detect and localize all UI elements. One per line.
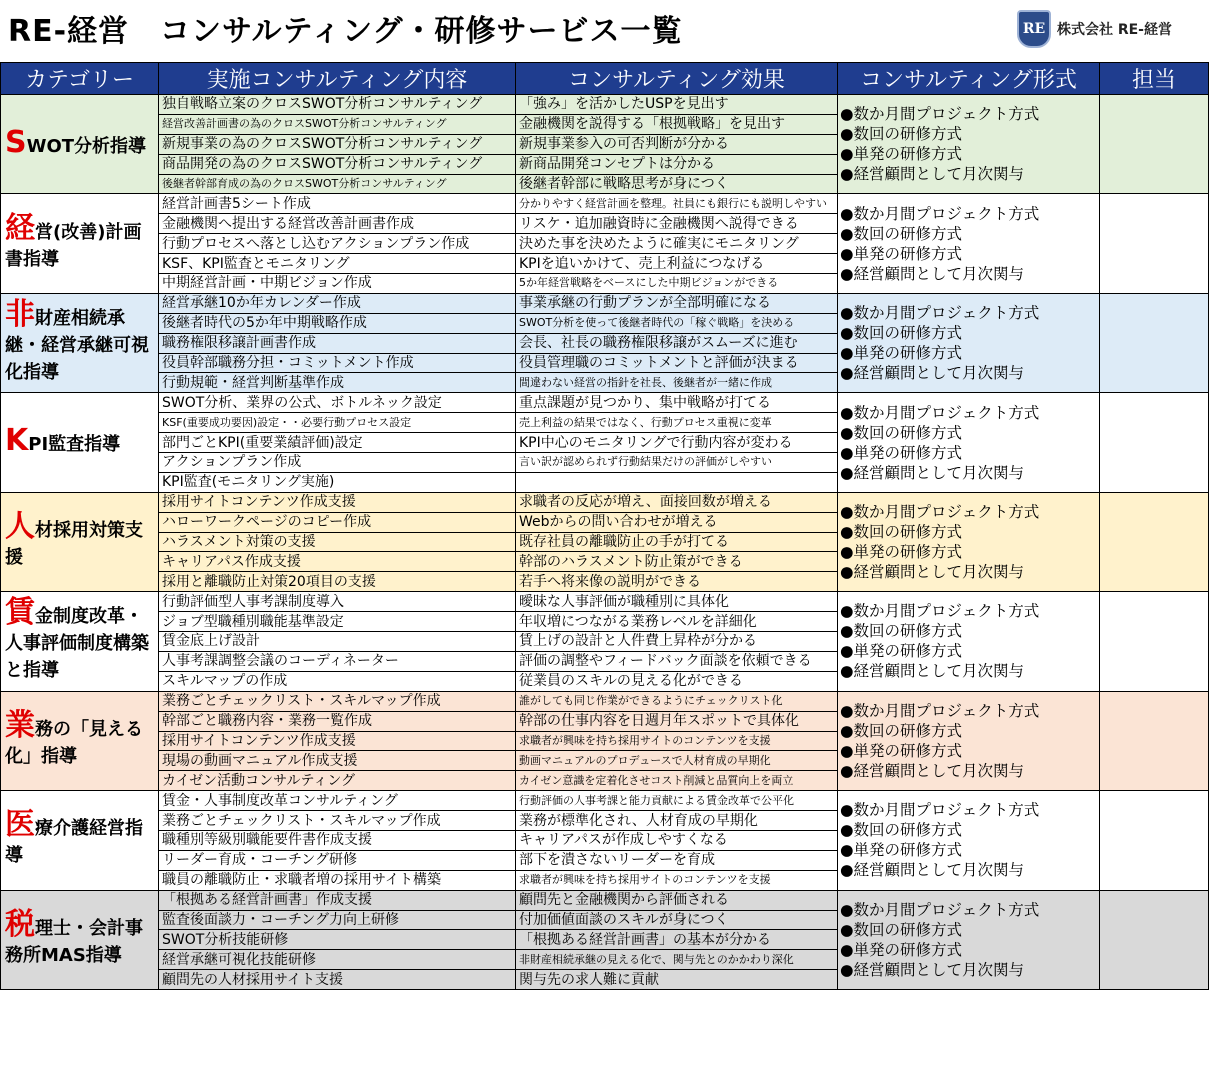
staff-cell[interactable] — [1100, 890, 1209, 989]
content-cell: SWOT分析技能研修 — [159, 930, 516, 950]
table-row — [1, 791, 1209, 811]
effect-cell: SWOT分析を使って後継者時代の「稼ぐ戦略」を決める — [516, 313, 838, 333]
format-cell — [838, 691, 1100, 790]
effect-cell: 「強み」を活かしたUSPを見出す — [516, 95, 838, 115]
effect-cell: 付加価値面談のスキルが身につく — [516, 910, 838, 930]
effect-cell: 年収増につながる業務レベルを詳細化 — [516, 612, 838, 632]
staff-cell[interactable] — [1100, 194, 1209, 293]
table-row — [1, 492, 1209, 512]
column-header-format: コンサルティング形式 — [838, 63, 1100, 95]
category-initial: 賃 — [5, 594, 35, 630]
column-header-effect: コンサルティング効果 — [516, 63, 838, 95]
format-line: ●単発の研修方式 — [840, 543, 963, 562]
table-body — [1, 95, 1209, 990]
category-label: 務の「見える化」指導 — [5, 718, 143, 767]
content-cell: 賃金底上げ設計 — [159, 632, 516, 652]
content-cell: 業務ごとチェックリスト・スキルマップ作成 — [159, 691, 516, 711]
table-row — [1, 194, 1209, 214]
content-cell: 採用と離職防止対策20項目の支援 — [159, 572, 516, 592]
format-line: ●経営顧問として月次関与 — [840, 165, 1025, 184]
effect-cell: 関与先の求人難に貢献 — [516, 970, 838, 990]
format-line: ●数か月間プロジェクト方式 — [840, 105, 1040, 124]
category-cell — [1, 393, 159, 492]
effect-cell: KPIを追いかけて、売上利益につなげる — [516, 254, 838, 274]
effect-cell: 業務が標準化され、人材育成の早期化 — [516, 811, 838, 831]
effect-cell: キャリアパスが作成しやすくなる — [516, 830, 838, 850]
effect-cell: Webからの問い合わせが増える — [516, 512, 838, 532]
effect-cell: 部下を潰さないリーダーを育成 — [516, 850, 838, 870]
format-line: ●数か月間プロジェクト方式 — [840, 701, 1040, 720]
content-cell: 経営改善計画書の為のクロスSWOT分析コンサルティング — [159, 114, 516, 134]
content-cell: 経営承継可視化技能研修 — [159, 950, 516, 970]
format-line: ●単発の研修方式 — [840, 741, 963, 760]
format-line: ●単発の研修方式 — [840, 443, 963, 462]
format-line: ●数回の研修方式 — [840, 324, 963, 343]
format-cell — [838, 293, 1100, 392]
content-cell: 行動プロセスへ落とし込むアクションプラン作成 — [159, 234, 516, 254]
effect-cell: 動画マニュアルのプロデュースで人材育成の早期化 — [516, 751, 838, 771]
content-cell: KSF、KPI監査とモニタリング — [159, 254, 516, 274]
category-label: 財産相続承継・経営承継可視化指導 — [5, 307, 149, 383]
effect-cell: カイゼン意識を定着化させコスト削減と品質向上を両立 — [516, 771, 838, 791]
category-label: 金制度改革・人事評価制度構築と指導 — [5, 605, 149, 681]
content-cell: 採用サイトコンテンツ作成支援 — [159, 492, 516, 512]
content-cell: 業務ごとチェックリスト・スキルマップ作成 — [159, 811, 516, 831]
format-line: ●単発の研修方式 — [840, 145, 963, 164]
effect-cell: 求職者が興味を持ち採用サイトのコンテンツを支援 — [516, 731, 838, 751]
content-cell: 商品開発の為のクロスSWOT分析コンサルティング — [159, 154, 516, 174]
content-cell: 部門ごとKPI(重要業績評価)設定 — [159, 433, 516, 453]
staff-cell[interactable] — [1100, 393, 1209, 492]
format-line: ●単発の研修方式 — [840, 344, 963, 363]
content-cell: 経営計画書5シート作成 — [159, 194, 516, 214]
company-logo — [1017, 10, 1172, 48]
format-cell — [838, 791, 1100, 890]
effect-cell: KPI中心のモニタリングで行動内容が変わる — [516, 433, 838, 453]
effect-cell: 賃上げの設計と人件費上昇枠が分かる — [516, 632, 838, 652]
format-line: ●数か月間プロジェクト方式 — [840, 304, 1040, 323]
format-line: ●経営顧問として月次関与 — [840, 264, 1025, 283]
format-line: ●単発の研修方式 — [840, 940, 963, 959]
content-cell: 役員幹部職務分担・コミットメント作成 — [159, 353, 516, 373]
effect-cell: 幹部のハラスメント防止策ができる — [516, 552, 838, 572]
effect-cell: 金融機関を説得する「根拠戦略」を見出す — [516, 114, 838, 134]
staff-cell[interactable] — [1100, 592, 1209, 691]
format-line: ●数回の研修方式 — [840, 523, 963, 542]
effect-cell: 分かりやすく経営計画を整理。社員にも銀行にも説明しやすい — [516, 194, 838, 214]
effect-cell: 若手へ将来像の説明ができる — [516, 572, 838, 592]
column-header-content: 実施コンサルティング内容 — [159, 63, 516, 95]
content-cell: 金融機関へ提出する経営改善計画書作成 — [159, 214, 516, 234]
effect-cell: 後継者幹部に戦略思考が身につく — [516, 174, 838, 194]
staff-cell[interactable] — [1100, 293, 1209, 392]
effect-cell: 従業員のスキルの見える化ができる — [516, 671, 838, 691]
content-cell: 中期経営計画・中期ビジョン作成 — [159, 274, 516, 294]
category-initial: 医 — [5, 807, 35, 843]
effect-cell: 言い訳が認められず行動結果だけの評価がしやすい — [516, 453, 838, 473]
effect-cell: 決めた事を決めたように確実にモニタリング — [516, 234, 838, 254]
category-cell — [1, 95, 159, 194]
effect-cell: 求職者が興味を持ち採用サイトのコンテンツを支援 — [516, 870, 838, 890]
content-cell: 行動規範・経営判断基準作成 — [159, 373, 516, 393]
category-initial: 非 — [5, 296, 35, 332]
category-initial: 人 — [5, 509, 35, 545]
format-line: ●経営顧問として月次関与 — [840, 960, 1025, 979]
format-line: ●数回の研修方式 — [840, 622, 963, 641]
effect-cell: 間違わない経営の指針を社長、後継者が一緒に作成 — [516, 373, 838, 393]
effect-cell: 誰がしても同じ作業ができるようにチェックリスト化 — [516, 691, 838, 711]
content-cell: KPI監査(モニタリング実施) — [159, 472, 516, 492]
category-cell — [1, 293, 159, 392]
format-line: ●経営顧問として月次関与 — [840, 563, 1025, 582]
company-name: 株式会社 RE-経営 — [1056, 22, 1172, 38]
content-cell: ハローワークページのコピー作成 — [159, 512, 516, 532]
format-line: ●数か月間プロジェクト方式 — [840, 801, 1040, 820]
content-cell: スキルマップの作成 — [159, 671, 516, 691]
table-row — [1, 592, 1209, 612]
format-line: ●数回の研修方式 — [840, 920, 963, 939]
effect-cell: 求職者の反応が増え、面接回数が増える — [516, 492, 838, 512]
page-title: RE-経営 コンサルティング・研修サービス一覧 — [8, 14, 683, 49]
category-initial: 税 — [5, 906, 35, 942]
column-header-category: カテゴリー — [1, 63, 159, 95]
effect-cell: 顧問先と金融機関から評価される — [516, 890, 838, 910]
category-initial: S — [5, 124, 27, 160]
category-label: 療介護経営指導 — [5, 818, 143, 867]
content-cell: 後継者時代の5か年中期戦略作成 — [159, 313, 516, 333]
content-cell: 採用サイトコンテンツ作成支援 — [159, 731, 516, 751]
format-line: ●数か月間プロジェクト方式 — [840, 204, 1040, 223]
effect-cell: 曖昧な人事評価が職種別に具体化 — [516, 592, 838, 612]
format-cell — [838, 95, 1100, 194]
staff-cell[interactable] — [1100, 95, 1209, 194]
format-line: ●数回の研修方式 — [840, 423, 963, 442]
effect-cell: 既存社員の離職防止の手が打てる — [516, 532, 838, 552]
effect-cell: 新商品開発コンセプトは分かる — [516, 154, 838, 174]
table-row — [1, 95, 1209, 115]
category-cell — [1, 791, 159, 890]
content-cell: 顧問先の人材採用サイト支援 — [159, 970, 516, 990]
format-line: ●単発の研修方式 — [840, 244, 963, 263]
content-cell: ジョブ型職種別職能基準設定 — [159, 612, 516, 632]
content-cell: 「根拠ある経営計画書」作成支援 — [159, 890, 516, 910]
table-row — [1, 691, 1209, 711]
category-cell — [1, 492, 159, 591]
content-cell: カイゼン活動コンサルティング — [159, 771, 516, 791]
format-cell — [838, 492, 1100, 591]
content-cell: アクションプラン作成 — [159, 453, 516, 473]
format-line: ●経営顧問として月次関与 — [840, 761, 1025, 780]
format-cell — [838, 393, 1100, 492]
content-cell: 現場の動画マニュアル作成支援 — [159, 751, 516, 771]
effect-cell: 「根拠ある経営計画書」の基本が分かる — [516, 930, 838, 950]
table-row — [1, 393, 1209, 413]
content-cell: 監査後面談力・コーチング力向上研修 — [159, 910, 516, 930]
format-line: ●単発の研修方式 — [840, 642, 963, 661]
format-line: ●経営顧問として月次関与 — [840, 463, 1025, 482]
table-row — [1, 890, 1209, 910]
content-cell: 賃金・人事制度改革コンサルティング — [159, 791, 516, 811]
staff-cell[interactable] — [1100, 791, 1209, 890]
content-cell: 人事考課調整会議のコーディネーター — [159, 651, 516, 671]
title-bar — [0, 0, 1210, 62]
effect-cell: 幹部の仕事内容を日週月年スポットで具体化 — [516, 711, 838, 731]
format-line: ●経営顧問として月次関与 — [840, 861, 1025, 880]
header-row — [1, 63, 1209, 95]
content-cell: 職務権限移譲計画書作成 — [159, 333, 516, 353]
effect-cell: リスケ・追加融資時に金融機関へ説得できる — [516, 214, 838, 234]
format-line: ●数回の研修方式 — [840, 125, 963, 144]
content-cell: 職員の離職防止・求職者増の採用サイト構築 — [159, 870, 516, 890]
effect-cell: 会長、社長の職務権限移譲がスムーズに進む — [516, 333, 838, 353]
effect-cell: 新規事業参入の可否判断が分かる — [516, 134, 838, 154]
format-line: ●数か月間プロジェクト方式 — [840, 900, 1040, 919]
content-cell: 新規事業の為のクロスSWOT分析コンサルティング — [159, 134, 516, 154]
category-cell — [1, 691, 159, 790]
category-initial: K — [5, 423, 29, 459]
format-line: ●数か月間プロジェクト方式 — [840, 602, 1040, 621]
staff-cell[interactable] — [1100, 492, 1209, 591]
effect-cell: 重点課題が見つかり、集中戦略が打てる — [516, 393, 838, 413]
shield-logo-icon: RE — [1017, 10, 1051, 48]
effect-cell: 役員管理職のコミットメントと評価が決まる — [516, 353, 838, 373]
staff-cell[interactable] — [1100, 691, 1209, 790]
format-line: ●数回の研修方式 — [840, 721, 963, 740]
format-cell — [838, 890, 1100, 989]
service-table — [0, 62, 1209, 990]
content-cell: 行動評価型人事考課制度導入 — [159, 592, 516, 612]
content-cell: KSF(重要成功要因)設定・・必要行動プロセス設定 — [159, 413, 516, 433]
format-line: ●単発の研修方式 — [840, 841, 963, 860]
content-cell: キャリアパス作成支援 — [159, 552, 516, 572]
effect-cell: 売上利益の結果ではなく、行動プロセス重視に変革 — [516, 413, 838, 433]
content-cell: 経営承継10か年カレンダー作成 — [159, 293, 516, 313]
category-initial: 業 — [5, 707, 35, 743]
table-row — [1, 293, 1209, 313]
category-initial: 経 — [5, 210, 35, 246]
effect-cell: 事業承継の行動プランが全部明確になる — [516, 293, 838, 313]
content-cell: SWOT分析、業界の公式、ボトルネック設定 — [159, 393, 516, 413]
category-label: 材採用対策支援 — [5, 520, 143, 569]
content-cell: 後継者幹部育成の為のクロスSWOT分析コンサルティング — [159, 174, 516, 194]
content-cell: リーダー育成・コーチング研修 — [159, 850, 516, 870]
effect-cell: 評価の調整やフィードバック面談を依頼できる — [516, 651, 838, 671]
content-cell: 幹部ごと職務内容・業務一覧作成 — [159, 711, 516, 731]
effect-cell — [516, 472, 838, 492]
format-line: ●数回の研修方式 — [840, 224, 963, 243]
effect-cell: 行動評価の人事考課と能力貢献による賃金改革で公平化 — [516, 791, 838, 811]
category-cell — [1, 592, 159, 691]
content-cell: ハラスメント対策の支援 — [159, 532, 516, 552]
effect-cell: 非財産相続承継の見える化で、関与先とのかかわり深化 — [516, 950, 838, 970]
content-cell: 職種別等級別職能要件書作成支援 — [159, 830, 516, 850]
content-cell: 独自戦略立案のクロスSWOT分析コンサルティング — [159, 95, 516, 115]
category-label: 理士・会計事務所MAS指導 — [5, 917, 143, 966]
effect-cell: 5か年経営戦略をベースにした中期ビジョンができる — [516, 274, 838, 294]
category-label: 営(改善)計画書指導 — [5, 221, 142, 270]
format-line: ●経営顧問として月次関与 — [840, 662, 1025, 681]
category-label: PI監査指導 — [28, 434, 121, 456]
category-cell — [1, 890, 159, 989]
format-line: ●経営顧問として月次関与 — [840, 364, 1025, 383]
format-cell — [838, 592, 1100, 691]
category-cell — [1, 194, 159, 293]
format-line: ●数か月間プロジェクト方式 — [840, 403, 1040, 422]
format-line: ●数か月間プロジェクト方式 — [840, 503, 1040, 522]
format-cell — [838, 194, 1100, 293]
column-header-staff: 担当 — [1100, 63, 1209, 95]
category-label: WOT分析指導 — [26, 135, 147, 157]
format-line: ●数回の研修方式 — [840, 821, 963, 840]
